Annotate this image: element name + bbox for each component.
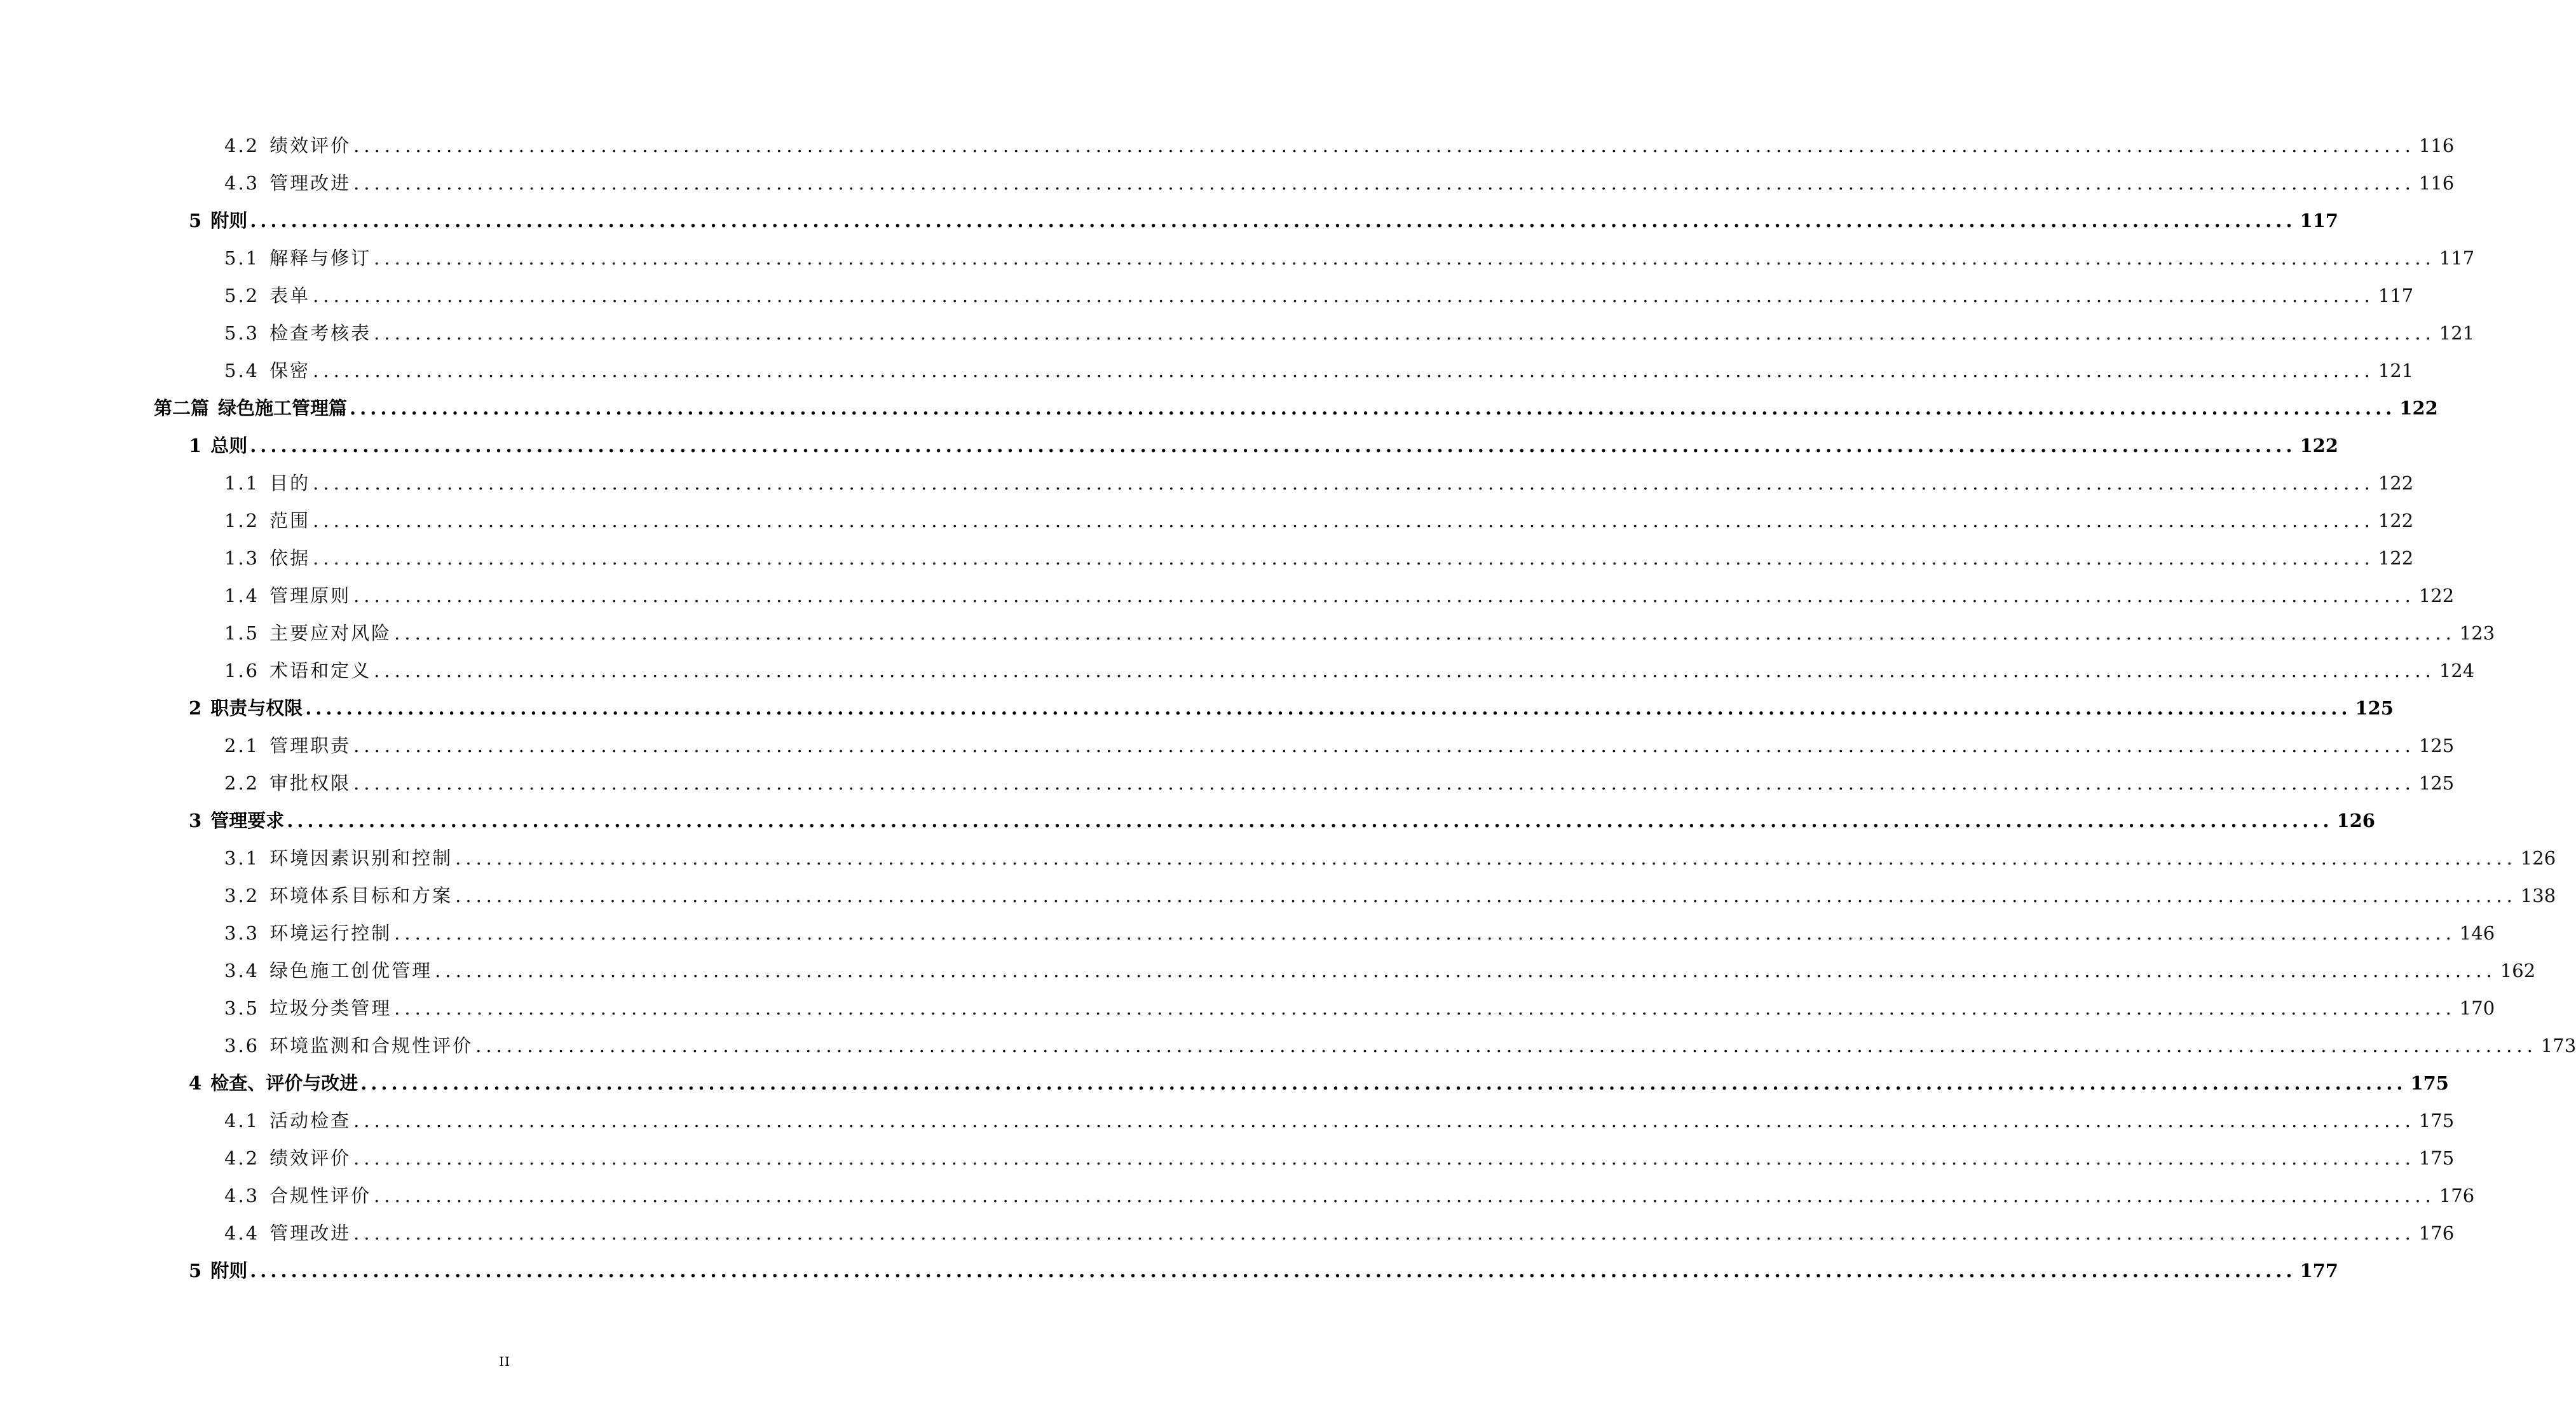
toc-entry-number: 3.5 bbox=[224, 997, 260, 1019]
toc-entry[interactable] bbox=[0, 689, 2394, 727]
toc-entry-page: 117 bbox=[2300, 209, 2338, 231]
toc-entry-number: 1.1 bbox=[224, 472, 260, 494]
toc-entry-number: 3.6 bbox=[224, 1034, 260, 1056]
toc-entry-page: 125 bbox=[2418, 772, 2455, 794]
toc-entry[interactable] bbox=[0, 652, 2475, 689]
toc-entry-page: 176 bbox=[2439, 1184, 2475, 1206]
toc-entry-number: 1.4 bbox=[224, 584, 260, 606]
toc-entry-title: 环境运行控制 bbox=[269, 922, 392, 944]
toc-entry-number: 3 bbox=[189, 809, 202, 831]
toc-entry-page: 122 bbox=[2300, 434, 2338, 456]
toc-entry[interactable] bbox=[0, 539, 2414, 577]
toc-entry-title: 垃圾分类管理 bbox=[269, 997, 392, 1019]
toc-entry-number: 3.3 bbox=[224, 922, 260, 944]
toc-dot-leader: ........................................................................................................................................................................................................ bbox=[250, 1259, 2296, 1281]
toc-entry[interactable] bbox=[0, 1102, 2455, 1139]
toc-entry-title: 管理要求 bbox=[210, 809, 285, 831]
toc-dot-leader: ........................................................................................................................................................................................................ bbox=[394, 997, 2456, 1019]
toc-entry-page: 175 bbox=[2410, 1072, 2449, 1094]
toc-entry-page: 121 bbox=[2439, 322, 2475, 344]
toc-entry[interactable] bbox=[0, 1252, 2338, 1289]
toc-dot-leader: ........................................................................................................................................................................................................ bbox=[353, 734, 2415, 756]
toc-dot-leader: ........................................................................................................................................................................................................ bbox=[374, 322, 2436, 344]
toc-entry[interactable] bbox=[0, 502, 2414, 539]
toc-dot-leader: ........................................................................................................................................................................................................ bbox=[250, 209, 2296, 231]
toc-entry[interactable] bbox=[0, 427, 2338, 464]
toc-dot-leader: ........................................................................................................................................................................................................ bbox=[287, 809, 2333, 831]
toc-entry-number: 第二篇 bbox=[154, 397, 210, 419]
toc-dot-leader: ........................................................................................................................................................................................................ bbox=[353, 772, 2415, 794]
toc-entry-number: 1.3 bbox=[224, 547, 260, 569]
toc-entry-page: 122 bbox=[2378, 472, 2414, 494]
toc-entry-page: 126 bbox=[2336, 809, 2375, 831]
toc-entry[interactable] bbox=[0, 1139, 2455, 1177]
toc-entry-page: 125 bbox=[2418, 734, 2455, 756]
toc-entry-number: 2 bbox=[189, 697, 202, 719]
toc-dot-leader: ........................................................................................................................................................................................................ bbox=[353, 584, 2415, 606]
toc-entry-page: 121 bbox=[2378, 359, 2414, 381]
toc-entry-title: 管理改进 bbox=[269, 1222, 351, 1244]
toc-entry-title: 绿色施工创优管理 bbox=[269, 959, 433, 981]
toc-entry-number: 3.2 bbox=[224, 884, 260, 906]
toc-entry-title: 主要应对风险 bbox=[269, 622, 392, 644]
toc-entry-title: 附则 bbox=[210, 209, 248, 231]
toc-entry-number: 5.1 bbox=[224, 247, 260, 269]
toc-entry-page: 170 bbox=[2459, 997, 2495, 1019]
toc-entry-title: 检查考核表 bbox=[269, 322, 372, 344]
toc-entry-number: 3.1 bbox=[224, 847, 260, 869]
toc-entry-page: 122 bbox=[2378, 547, 2414, 569]
toc-entry-page: 138 bbox=[2520, 884, 2556, 906]
toc-entry[interactable] bbox=[0, 1064, 2449, 1102]
toc-dot-leader: ........................................................................................................................................................................................................ bbox=[313, 359, 2375, 381]
toc-entry-page: 117 bbox=[2439, 247, 2475, 269]
toc-entry-page: 116 bbox=[2418, 172, 2455, 194]
toc-entry-title: 审批权限 bbox=[269, 772, 351, 794]
toc-entry-number: 4.2 bbox=[224, 1147, 260, 1169]
toc-entry-number: 3.4 bbox=[224, 959, 260, 981]
toc-entry-number: 5.3 bbox=[224, 322, 260, 344]
toc-entry-number: 4.3 bbox=[224, 1184, 260, 1206]
toc-entry-title: 绩效评价 bbox=[269, 1147, 351, 1169]
toc-entry[interactable] bbox=[0, 577, 2455, 614]
toc-entry-number: 2.1 bbox=[224, 734, 260, 756]
table-of-contents bbox=[0, 126, 2576, 1289]
toc-dot-leader: ........................................................................................................................................................................................................ bbox=[435, 959, 2497, 981]
toc-entry-page: 162 bbox=[2500, 959, 2536, 981]
toc-entry-number: 5.2 bbox=[224, 284, 260, 306]
toc-entry-number: 2.2 bbox=[224, 772, 260, 794]
toc-entry-number: 5 bbox=[189, 209, 202, 231]
toc-entry-page: 116 bbox=[2418, 134, 2455, 156]
toc-dot-leader: ........................................................................................................................................................................................................ bbox=[475, 1034, 2537, 1056]
toc-entry-title: 管理职责 bbox=[269, 734, 351, 756]
toc-entry-page: 173 bbox=[2540, 1034, 2576, 1056]
toc-entry-title: 环境因素识别和控制 bbox=[269, 847, 453, 869]
toc-entry-number: 1.5 bbox=[224, 622, 260, 644]
toc-entry-number: 4 bbox=[189, 1072, 202, 1094]
toc-entry-number: 5.4 bbox=[224, 359, 260, 381]
toc-dot-leader: ........................................................................................................................................................................................................ bbox=[353, 134, 2415, 156]
toc-dot-leader: ........................................................................................................................................................................................................ bbox=[353, 1109, 2415, 1131]
toc-entry[interactable] bbox=[0, 277, 2414, 314]
toc-entry[interactable] bbox=[0, 839, 2556, 877]
toc-dot-leader: ........................................................................................................................................................................................................ bbox=[305, 697, 2352, 719]
page-number-footer: II bbox=[499, 1354, 510, 1369]
toc-entry-title: 检查、评价与改进 bbox=[210, 1072, 358, 1094]
toc-entry-title: 管理原则 bbox=[269, 584, 351, 606]
toc-dot-leader: ........................................................................................................................................................................................................ bbox=[313, 284, 2375, 306]
toc-entry[interactable] bbox=[0, 389, 2438, 427]
toc-entry-page: 175 bbox=[2418, 1109, 2455, 1131]
toc-dot-leader: ........................................................................................................................................................................................................ bbox=[374, 247, 2436, 269]
toc-dot-leader: ........................................................................................................................................................................................................ bbox=[394, 622, 2456, 644]
toc-entry-title: 环境体系目标和方案 bbox=[269, 884, 453, 906]
toc-dot-leader: ........................................................................................................................................................................................................ bbox=[353, 172, 2415, 194]
toc-entry[interactable] bbox=[0, 314, 2475, 352]
toc-dot-leader: ........................................................................................................................................................................................................ bbox=[313, 472, 2375, 494]
toc-entry-number: 1.6 bbox=[224, 659, 260, 681]
toc-dot-leader: ........................................................................................................................................................................................................ bbox=[374, 659, 2436, 681]
toc-entry-page: 122 bbox=[2378, 509, 2414, 531]
toc-entry-title: 表单 bbox=[269, 284, 311, 306]
toc-entry[interactable] bbox=[0, 989, 2495, 1027]
toc-entry-page: 125 bbox=[2355, 697, 2394, 719]
toc-entry[interactable] bbox=[0, 914, 2495, 952]
toc-entry[interactable] bbox=[0, 614, 2495, 652]
toc-entry[interactable] bbox=[0, 802, 2375, 839]
toc-dot-leader: ........................................................................................................................................................................................................ bbox=[455, 884, 2517, 906]
toc-entry[interactable] bbox=[0, 1027, 2576, 1064]
toc-entry-page: 175 bbox=[2418, 1147, 2455, 1169]
toc-entry-title: 附则 bbox=[210, 1259, 248, 1281]
toc-entry-page: 146 bbox=[2459, 922, 2495, 944]
toc-entry-page: 124 bbox=[2439, 659, 2475, 681]
toc-entry-title: 范围 bbox=[269, 509, 311, 531]
toc-entry-title: 管理改进 bbox=[269, 172, 351, 194]
toc-entry-title: 解释与修订 bbox=[269, 247, 372, 269]
toc-entry-number: 4.2 bbox=[224, 134, 260, 156]
toc-dot-leader: ........................................................................................................................................................................................................ bbox=[353, 1147, 2415, 1169]
toc-entry-number: 4.1 bbox=[224, 1109, 260, 1131]
toc-dot-leader: ........................................................................................................................................................................................................ bbox=[313, 509, 2375, 531]
toc-dot-leader: ........................................................................................................................................................................................................ bbox=[353, 1222, 2415, 1244]
toc-entry-number: 4.3 bbox=[224, 172, 260, 194]
toc-dot-leader: ........................................................................................................................................................................................................ bbox=[350, 397, 2396, 419]
toc-entry-title: 合规性评价 bbox=[269, 1184, 372, 1206]
toc-entry[interactable] bbox=[0, 877, 2556, 914]
toc-dot-leader: ........................................................................................................................................................................................................ bbox=[313, 547, 2375, 569]
toc-entry-page: 126 bbox=[2520, 847, 2556, 869]
toc-entry[interactable] bbox=[0, 727, 2455, 764]
toc-entry[interactable] bbox=[0, 201, 2338, 239]
toc-entry[interactable] bbox=[0, 1214, 2455, 1252]
toc-entry-title: 职责与权限 bbox=[210, 697, 303, 719]
toc-entry[interactable] bbox=[0, 352, 2414, 389]
toc-entry-number: 1.2 bbox=[224, 509, 260, 531]
toc-entry-page: 122 bbox=[2418, 584, 2455, 606]
toc-entry-title: 绩效评价 bbox=[269, 134, 351, 156]
toc-dot-leader: ........................................................................................................................................................................................................ bbox=[394, 922, 2456, 944]
toc-entry-number: 5 bbox=[189, 1259, 202, 1281]
toc-entry[interactable] bbox=[0, 164, 2455, 201]
toc-entry-title: 绿色施工管理篇 bbox=[218, 397, 348, 419]
toc-entry[interactable] bbox=[0, 764, 2455, 802]
toc-entry-title: 总则 bbox=[210, 434, 248, 456]
toc-entry-page: 177 bbox=[2300, 1259, 2338, 1281]
toc-dot-leader: ........................................................................................................................................................................................................ bbox=[374, 1184, 2436, 1206]
toc-entry-title: 保密 bbox=[269, 359, 311, 381]
toc-entry[interactable] bbox=[0, 464, 2414, 502]
toc-entry-page: 117 bbox=[2378, 284, 2414, 306]
toc-entry[interactable] bbox=[0, 1177, 2475, 1214]
toc-entry[interactable] bbox=[0, 952, 2536, 989]
toc-entry-page: 176 bbox=[2418, 1222, 2455, 1244]
toc-entry-title: 目的 bbox=[269, 472, 311, 494]
toc-entry-page: 122 bbox=[2399, 397, 2438, 419]
toc-dot-leader: ........................................................................................................................................................................................................ bbox=[360, 1072, 2407, 1094]
toc-entry[interactable] bbox=[0, 126, 2455, 164]
toc-entry-title: 环境监测和合规性评价 bbox=[269, 1034, 474, 1056]
toc-dot-leader: ........................................................................................................................................................................................................ bbox=[250, 434, 2296, 456]
toc-entry-number: 4.4 bbox=[224, 1222, 260, 1244]
toc-entry-title: 依据 bbox=[269, 547, 311, 569]
toc-entry-page: 123 bbox=[2459, 622, 2495, 644]
toc-dot-leader: ........................................................................................................................................................................................................ bbox=[455, 847, 2517, 869]
toc-entry[interactable] bbox=[0, 239, 2475, 277]
toc-entry-title: 活动检查 bbox=[269, 1109, 351, 1131]
toc-entry-number: 1 bbox=[189, 434, 202, 456]
toc-entry-title: 术语和定义 bbox=[269, 659, 372, 681]
